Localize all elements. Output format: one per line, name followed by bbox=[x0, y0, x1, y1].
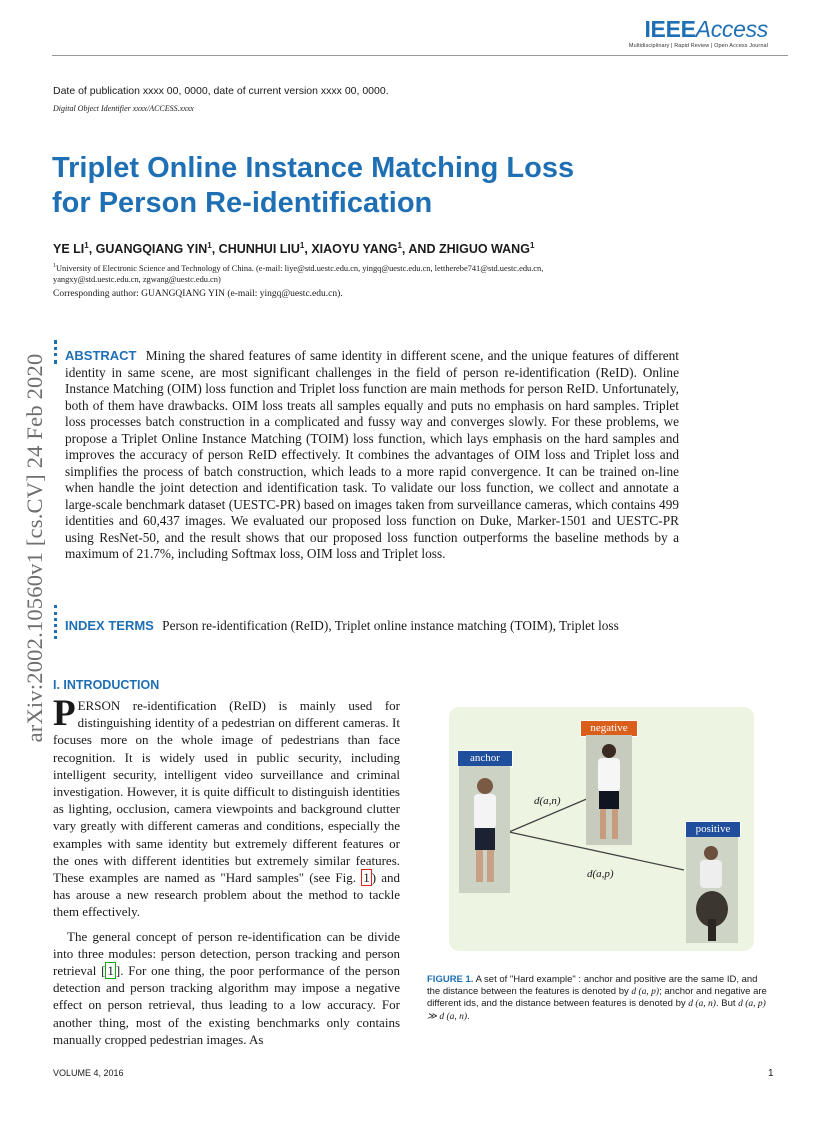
title-line-2: for Person Re-identification bbox=[52, 187, 433, 219]
index-terms-text: Person re-identification (ReID), Triplet online instance matching (TOIM), Triplet loss bbox=[162, 618, 619, 633]
author-sup: 1 bbox=[397, 241, 402, 250]
paper-title bbox=[52, 151, 574, 221]
author-sep: , bbox=[88, 242, 96, 257]
figure-ref-link[interactable]: 1 bbox=[363, 870, 370, 886]
arxiv-side-stamp: arXiv:2002.10560v1 [cs.CV] 24 Feb 2020 bbox=[22, 353, 47, 743]
author-list bbox=[53, 241, 534, 256]
caption-text: A set of "Hard example" : anchor and positive are the same ID, and the distance between the features is denoted by bbox=[427, 974, 758, 997]
intro-p2-text-end: ]. For one thing, the poor performance of the person detection and person tracking algorithm may impose a negative effect on person retrieval, thus leading to a low accuracy. For another thing, most of the existing benchmarks only contains manually cropped pedestrian images. As bbox=[53, 963, 400, 1047]
abstract-text: Mining the shared features of same identity in different scene, and the unique features of different identity in same scene, are most significant challenges in the field of person re-identification (ReID). Online Instance Matching (OIM) loss function and Triplet loss function are main methods for person ReID. Unfortunately, both of them have drawbacks. OIM loss treats all samples equally and puts no emphasis on hard samples. Triplet loss processes batch construction in a complicated and fussy way and converges slowly. For these problems, we propose a Triplet Online Instance Matching (TOIM) loss function, which lays emphasis on the hard samples and improves the accuracy of person ReID effectively. It combines the advantages of OIM loss and Triplet loss and simplifies the process of batch construction, which leads to a more rapid convergence. It can be trained on-line when handle the joint detection and identification task. To validate our loss function, we collect and annotate a large-scale benchmark dataset (UESTC-PR) based on images taken from surveillance cameras, which contains 499 identities and 60,437 images. We evaluated our proposed loss function on Duke, Marker-1501 and UESTC-PR using ResNet-50, and the result shows that our proposed loss function outperforms the baseline methods by a maximum of 21.7%, including Softmax loss, OIM loss and Triplet loss. bbox=[65, 348, 679, 561]
caption-text: . bbox=[467, 1011, 470, 1023]
doi-line: Digital Object Identifier xxxx/ACCESS.xxxx bbox=[53, 104, 194, 113]
author-sep: , bbox=[304, 242, 312, 257]
drop-cap: P bbox=[53, 693, 76, 734]
negative-person-icon bbox=[586, 735, 632, 845]
positive-image bbox=[686, 837, 738, 943]
corresponding-author: Corresponding author: GUANGQIANG YIN (e-mail: yingq@uestc.edu.cn). bbox=[53, 289, 343, 299]
anchor-image bbox=[459, 766, 510, 893]
logo-ieee: IEEE bbox=[644, 16, 696, 42]
author: XIAOYU YANG bbox=[311, 242, 398, 257]
author-sup: 1 bbox=[84, 241, 89, 250]
author: CHUNHUI LIU bbox=[218, 242, 300, 257]
author-sup: 1 bbox=[299, 241, 305, 250]
intro-paragraph-1 bbox=[53, 693, 400, 921]
figure-caption bbox=[427, 974, 767, 1024]
intro-p1-text-end: ) and has arouse a new research problem about the method to tackle them effectively. bbox=[53, 870, 400, 920]
caption-math-relation: d (a, p) ≫ d (a, n) bbox=[427, 999, 766, 1023]
negative-image bbox=[586, 735, 632, 845]
title-line-1: Triplet Online Instance Matching Loss bbox=[52, 152, 575, 184]
section-heading: I. INTRODUCTION bbox=[53, 678, 160, 692]
abstract-dots bbox=[54, 340, 60, 364]
author-sup: 1 bbox=[529, 241, 535, 250]
label-positive: positive bbox=[685, 821, 741, 838]
logo-access: Access bbox=[695, 16, 768, 42]
author: YE LI bbox=[53, 242, 85, 257]
index-terms-label: INDEX TERMS bbox=[65, 618, 154, 633]
author-sup: 1 bbox=[207, 241, 212, 250]
distance-an-label: d(a,n) bbox=[534, 795, 561, 807]
positive-person-icon bbox=[686, 837, 738, 943]
header-rule bbox=[52, 55, 788, 56]
citation-link[interactable]: 1 bbox=[107, 963, 114, 979]
caption-math-dan: d (a, n) bbox=[688, 999, 716, 1010]
intro-p2-text: The general concept of person re-identification can be divide into three modules: person detection, person tracking and person retrieval [ bbox=[53, 928, 400, 979]
abstract bbox=[65, 348, 679, 563]
distance-ap-label: d(a,p) bbox=[587, 868, 614, 880]
label-anchor: anchor bbox=[457, 750, 513, 767]
author: AND ZHIGUO WANG bbox=[408, 242, 530, 257]
label-negative: negative bbox=[580, 720, 638, 737]
intro-column bbox=[53, 693, 400, 1048]
affiliation bbox=[53, 261, 633, 286]
caption-text: . But bbox=[715, 998, 739, 1010]
caption-math-dap: d (a, p) bbox=[631, 986, 660, 997]
author: GUANGQIANG YIN bbox=[95, 242, 208, 257]
index-terms bbox=[65, 617, 685, 634]
affiliation-sup: 1 bbox=[53, 263, 56, 269]
intro-paragraph-2 bbox=[53, 928, 400, 1048]
ieee-access-logo bbox=[629, 16, 768, 49]
index-dots bbox=[54, 605, 60, 639]
caption-text: ; anchor and negative are different ids, and the distance between features is denoted by bbox=[427, 985, 767, 1010]
author-sep: , bbox=[401, 242, 409, 257]
publication-date: Date of publication xxxx 00, 0000, date of current version xxxx 00, 0000. bbox=[53, 85, 389, 97]
footer-volume: VOLUME 4, 2016 bbox=[53, 1068, 124, 1078]
abstract-label: ABSTRACT bbox=[65, 348, 137, 363]
anchor-person-icon bbox=[459, 766, 510, 893]
caption-label: FIGURE 1. bbox=[427, 974, 474, 985]
logo-tagline: Multidisciplinary | Rapid Review | Open Access Journal bbox=[628, 43, 768, 49]
footer-page-number: 1 bbox=[768, 1068, 774, 1079]
author-sep: , bbox=[211, 242, 219, 257]
affiliation-text: University of Electronic Science and Technology of China. (e-mail: liye@std.uestc.edu.cn, yingq@uestc.edu.cn, lettherebe741@std.uestc.edu.cn, yangxy@std.uestc.edu.cn, zgwang@uestc.edu.cn) bbox=[53, 263, 544, 285]
intro-p1-text: ERSON re-identification (ReID) is mainly used for distinguishing identity of a pedestrian on different cameras. It focuses more on the whole image of pedestrians than face recognition. It is widely used in public security, including intelligent security, intelligent video surveillance and criminal investigation. However, it is quite difficult to distinguish identities as lighting, occlusion, camera viewpoints and background clutter vary greatly with different cameras and conditions, especially the examples with same identity but extremely different features or the ones with different identities but extremely similar features. These examples are named as "Hard samples" (see Fig. bbox=[53, 698, 400, 886]
